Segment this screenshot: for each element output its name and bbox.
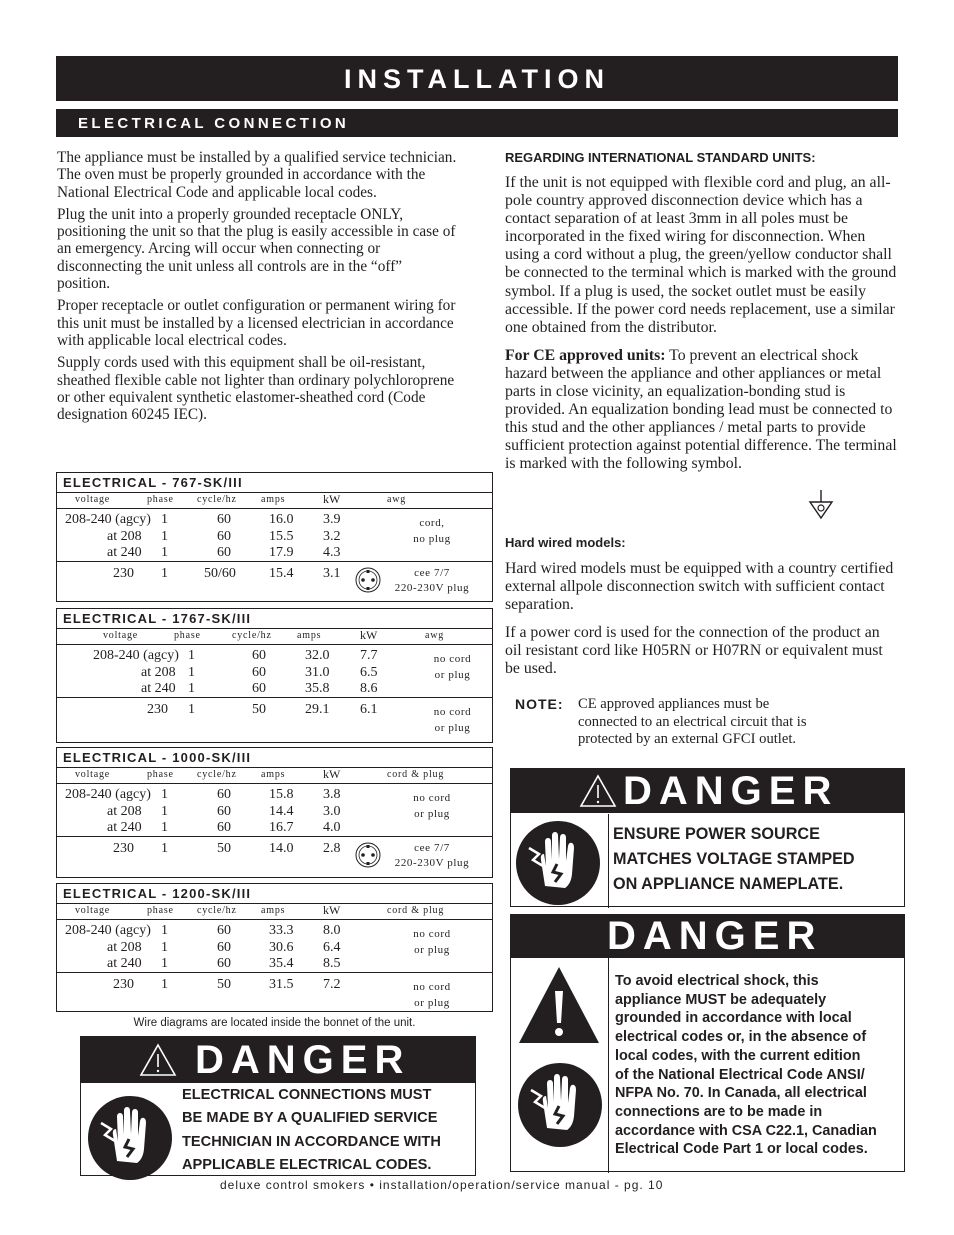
column-header-kw: kW: [323, 767, 341, 781]
cell-cycle: 60: [252, 664, 266, 680]
column-header-last: awg: [425, 630, 445, 641]
ce-text: To prevent an electrical shock hazard between the appliance and other appliances or metal parts in close vicinity, an equalization-bonding stud is provided. An equalization bonding lead must be connected to this stud and the other appliances / metal parts to provide sufficient protection against potential difference. The terminal is marked with the following symbol.: [505, 346, 897, 473]
cell-amps: 15.4: [269, 566, 294, 581]
cell-cycle: 50: [217, 977, 231, 992]
cell-kw: 4.0: [323, 820, 341, 835]
column-header-cycle: cycle/hz: [232, 630, 272, 641]
column-header-amps: amps: [261, 769, 286, 780]
paragraph: Proper receptacle or outlet configuration or permanent wiring for this unit must be installed by a licensed electrician in accordance with applicable local electrical codes.: [57, 297, 456, 349]
cell-kw: 8.0: [323, 923, 341, 938]
table-row-group: [57, 920, 492, 973]
danger-box-grounding: [510, 914, 905, 1172]
cell-phase: 1: [161, 923, 168, 938]
cell-kw: 7.2: [323, 977, 341, 992]
table-header-row: [57, 629, 492, 645]
danger-message: [182, 1084, 472, 1177]
column-header-cycle: cycle/hz: [197, 905, 237, 916]
cell-voltage: at 240: [107, 820, 142, 835]
note-line: connected to an electrical circuit that is: [578, 713, 807, 730]
cell-note: 220-230V plug: [394, 857, 470, 869]
paragraph: [505, 347, 897, 474]
cell-amps: 16.7: [269, 820, 294, 835]
page-footer: deluxe control smokers • installation/operation/service manual - pg. 10: [220, 1178, 664, 1192]
cell-kw: 6.1: [360, 702, 378, 717]
danger-box-electrical: [80, 1036, 476, 1176]
danger-label: DANGER: [607, 914, 823, 958]
cell-amps: 33.3: [269, 923, 294, 938]
cell-note: cee 7/7: [414, 567, 450, 579]
cell-cycle: 60: [217, 820, 231, 835]
table-title: ELECTRICAL - 1000-SK/III: [57, 748, 492, 768]
cell-voltage: 208-240 (agcy): [65, 787, 151, 802]
cell-cycle: 60: [252, 648, 266, 663]
cell-voltage: at 240: [107, 956, 142, 971]
danger-line: ELECTRICAL CONNECTIONS MUST: [182, 1087, 432, 1103]
cell-cycle: 60: [252, 681, 266, 696]
cell-cycle: 60: [217, 787, 231, 802]
cell-phase: 1: [188, 702, 195, 717]
cell-voltage: 230: [113, 977, 134, 992]
cell-kw: 3.1: [323, 566, 341, 581]
danger-line: APPLICABLE ELECTRICAL CODES.: [182, 1156, 432, 1173]
cell-cycle: 50: [217, 841, 231, 856]
cell-kw: 4.3: [323, 545, 341, 560]
cell-amps: 14.4: [269, 803, 294, 819]
cell-note: or plug: [414, 944, 450, 956]
cell-cycle: 60: [217, 956, 231, 971]
cell-phase: 1: [161, 787, 168, 802]
column-header-voltage: voltage: [75, 494, 111, 505]
danger-line: To avoid electrical shock, this: [615, 973, 819, 989]
note-line: CE approved appliances must be: [578, 696, 770, 712]
danger-line: ON APPLIANCE NAMEPLATE.: [613, 875, 844, 893]
cell-phase: 1: [161, 820, 168, 835]
danger-line: MATCHES VOLTAGE STAMPED: [613, 850, 855, 868]
danger-label: DANGER: [623, 769, 839, 813]
paragraph: Hard wired models must be equipped with a country certified external allpole disconnection switch with sufficient contact separation.: [505, 560, 894, 614]
cell-cycle: 60: [217, 528, 231, 544]
cell-note: or plug: [414, 808, 450, 820]
cell-note: 220-230V plug: [394, 582, 470, 594]
cell-amps: 15.5: [269, 528, 294, 544]
electrical-table: [56, 747, 493, 878]
cell-kw: 3.9: [323, 512, 341, 527]
cell-note: or plug: [434, 669, 471, 681]
cell-phase: 1: [161, 977, 168, 992]
column-header-last: cord & plug: [387, 905, 445, 916]
column-header-phase: phase: [147, 905, 174, 916]
column-header-kw: kW: [360, 628, 378, 642]
column-header-cycle: cycle/hz: [197, 769, 237, 780]
column-header-voltage: voltage: [75, 769, 111, 780]
cell-voltage: 230: [147, 702, 168, 717]
cell-kw: 3.2: [323, 528, 341, 544]
cell-phase: 1: [161, 528, 168, 544]
cell-kw: 8.5: [323, 956, 341, 971]
electrical-table: [56, 608, 493, 743]
cell-note: or plug: [414, 997, 450, 1009]
table-row-group: [57, 784, 492, 837]
cell-phase: 1: [188, 648, 195, 663]
electrical-table: [56, 472, 493, 602]
table-row-group: [57, 645, 492, 698]
cell-kw: 6.4: [323, 939, 341, 955]
danger-line: local codes, with the current edition: [615, 1047, 861, 1064]
intl-heading: REGARDING INTERNATIONAL STANDARD UNITS:: [505, 150, 816, 165]
paragraph: Plug the unit into a properly grounded receptacle ONLY, positioning the unit so that the plug is easily accessible in case of an emergency. Arcing will occur when connecting or disconnecting the unit unless all controls are in the “off” position.: [57, 205, 456, 293]
cell-phase: 1: [161, 939, 168, 955]
danger-line: Electrical Code Part 1 or local codes.: [615, 1141, 868, 1158]
warning-triangle-icon: [139, 1043, 177, 1082]
danger-line: appliance MUST be adequately: [615, 991, 827, 1008]
cell-amps: 31.5: [269, 977, 294, 992]
cell-kw: 7.7: [360, 648, 378, 663]
cell-voltage: 208-240 (agcy): [65, 512, 151, 527]
column-header-last: cord & plug: [387, 769, 445, 780]
cell-kw: 6.5: [360, 664, 378, 680]
danger-line: grounded in accordance with local: [615, 1010, 852, 1027]
danger-bar: [511, 915, 904, 958]
column-header-kw: kW: [323, 903, 341, 917]
danger-line: connections are to be made in: [615, 1103, 823, 1120]
hard-wired-text: [505, 560, 897, 689]
table-header-row: [57, 904, 492, 920]
cell-voltage: 230: [113, 566, 134, 581]
paragraph: The appliance must be installed by a qualified service technician. The oven must be properly grounded in accordance with the National Electrical Code and applicable local codes.: [57, 149, 457, 201]
cell-amps: 35.8: [305, 681, 330, 696]
cell-voltage: 208-240 (agcy): [65, 923, 151, 938]
cell-amps: 31.0: [305, 664, 330, 680]
column-header-last: awg: [387, 494, 407, 505]
cell-amps: 30.6: [269, 939, 294, 955]
paragraph: If a power cord is used for the connection of the product an oil resistant cord like H05RN or H07RN or equivalent must be used.: [505, 624, 883, 678]
cell-note: or plug: [434, 722, 471, 734]
table-row-group: [57, 509, 492, 562]
page-title: INSTALLATION: [56, 56, 898, 101]
danger-box-voltage: [510, 768, 905, 907]
danger-message: [613, 822, 903, 897]
cell-cycle: 60: [217, 803, 231, 819]
cell-kw: 3.0: [323, 803, 341, 819]
danger-message: [615, 972, 905, 1159]
danger-line: NFPA No. 70. In Canada, all electrical: [615, 1085, 867, 1102]
cell-note: cee 7/7: [414, 842, 450, 854]
cell-phase: 1: [161, 841, 168, 856]
electric-hand-icon: [515, 820, 601, 911]
section-title: ELECTRICAL CONNECTION: [56, 109, 898, 137]
cell-amps: 29.1: [305, 702, 330, 717]
table-row-group: [57, 698, 492, 736]
cell-note: no cord: [433, 706, 472, 718]
danger-label: DANGER: [195, 1038, 411, 1082]
note-text: [578, 696, 807, 749]
danger-bar: [81, 1037, 475, 1083]
cell-note: cord,: [419, 517, 445, 529]
electric-hand-icon: [517, 1062, 603, 1153]
cell-voltage: 230: [113, 841, 134, 856]
cell-cycle: 60: [217, 923, 231, 938]
column-header-amps: amps: [261, 494, 286, 505]
danger-line: ENSURE POWER SOURCE: [613, 825, 820, 843]
note-label: NOTE:: [515, 696, 564, 712]
electric-hand-icon: [87, 1095, 173, 1186]
cell-cycle: 50: [252, 702, 266, 717]
cell-phase: 1: [161, 545, 168, 560]
paragraph: Supply cords used with this equipment shall be oil-resistant, sheathed flexible cable not lighter than ordinary polychloroprene or other equivalent synthetic elastomer-sheathed cord (Code designation 60245 IEC).: [57, 354, 455, 424]
cell-amps: 17.9: [269, 545, 294, 560]
cell-voltage: at 208: [107, 803, 142, 819]
left-text: [57, 149, 457, 428]
cell-amps: 16.0: [269, 512, 294, 527]
cell-note: no cord: [413, 928, 451, 940]
cell-phase: 1: [161, 956, 168, 971]
cell-cycle: 60: [217, 939, 231, 955]
cell-kw: 2.8: [323, 841, 341, 856]
table-title: ELECTRICAL - 1767-SK/III: [57, 609, 492, 629]
danger-line: electrical codes or, in the absence of: [615, 1029, 867, 1046]
table-row-group: [57, 837, 492, 875]
paragraph: If the unit is not equipped with flexible cord and plug, an all-pole country approved disconnection device which has a contact separation of at least 3mm in all poles must be incorporated in the fixed wiring for disconnection. When using a cord without a plug, the green/yellow conductor shall be connected to the terminal which is marked with the ground symbol. If a plug is used, the socket outlet must be easily accessible. If the power cord needs replacement, use a similar one obtained from the distributor.: [505, 174, 897, 336]
cell-kw: 8.6: [360, 681, 378, 696]
table-title: ELECTRICAL - 1200-SK/III: [57, 884, 492, 904]
danger-line: BE MADE BY A QUALIFIED SERVICE: [182, 1110, 438, 1127]
danger-line: TECHNICIAN IN ACCORDANCE WITH: [182, 1133, 441, 1150]
divider: [608, 958, 609, 1173]
column-header-phase: phase: [147, 494, 174, 505]
column-header-voltage: voltage: [103, 630, 139, 641]
danger-line: of the National Electrical Code ANSI/: [615, 1066, 865, 1083]
right-text: [505, 174, 897, 484]
equipotential-symbol-icon: [808, 490, 834, 527]
cell-cycle: 60: [217, 512, 231, 527]
cell-note: no cord: [413, 981, 451, 993]
column-header-phase: phase: [174, 630, 201, 641]
cell-amps: 14.0: [269, 841, 294, 856]
danger-bar: [511, 769, 904, 813]
cell-cycle: 60: [217, 545, 231, 560]
cell-voltage: at 208: [141, 664, 176, 680]
cell-voltage: at 208: [107, 939, 142, 955]
cell-phase: 1: [161, 512, 168, 527]
column-header-phase: phase: [147, 769, 174, 780]
cell-phase: 1: [188, 681, 195, 696]
cell-amps: 15.8: [269, 787, 294, 802]
cell-amps: 32.0: [305, 648, 330, 663]
cell-note: no plug: [413, 533, 451, 545]
table-header-row: [57, 768, 492, 784]
cell-phase: 1: [161, 803, 168, 819]
cell-phase: 1: [161, 566, 168, 581]
cell-voltage: 208-240 (agcy): [93, 648, 179, 663]
wire-note: Wire diagrams are located inside the bonnet of the unit.: [133, 1017, 416, 1029]
cell-note: no cord: [433, 653, 472, 665]
cell-voltage: at 240: [141, 681, 176, 696]
table-row-group: [57, 562, 492, 600]
column-header-kw: kW: [323, 492, 341, 506]
cell-note: no cord: [413, 792, 451, 804]
column-header-cycle: cycle/hz: [197, 494, 237, 505]
cell-voltage: at 208: [107, 528, 142, 544]
divider: [608, 814, 609, 908]
table-row-group: [57, 973, 492, 1011]
cell-phase: 1: [188, 664, 195, 680]
table-header-row: [57, 493, 492, 509]
cell-amps: 35.4: [269, 956, 294, 971]
column-header-voltage: voltage: [75, 905, 111, 916]
table-title: ELECTRICAL - 767-SK/III: [57, 473, 492, 493]
danger-line: accordance with CSA C22.1, Canadian: [615, 1122, 877, 1139]
column-header-amps: amps: [297, 630, 322, 641]
hard-wired-heading: Hard wired models:: [505, 535, 626, 550]
cell-voltage: at 240: [107, 545, 142, 560]
ce-label: For CE approved units:: [505, 346, 666, 364]
column-header-amps: amps: [261, 905, 286, 916]
electrical-table: [56, 883, 493, 1012]
warning-triangle-icon: [517, 965, 601, 1050]
cell-kw: 3.8: [323, 787, 341, 802]
note-line: protected by an external GFCI outlet.: [578, 731, 797, 748]
warning-triangle-icon: [579, 774, 617, 813]
cell-cycle: 50/60: [204, 566, 236, 581]
